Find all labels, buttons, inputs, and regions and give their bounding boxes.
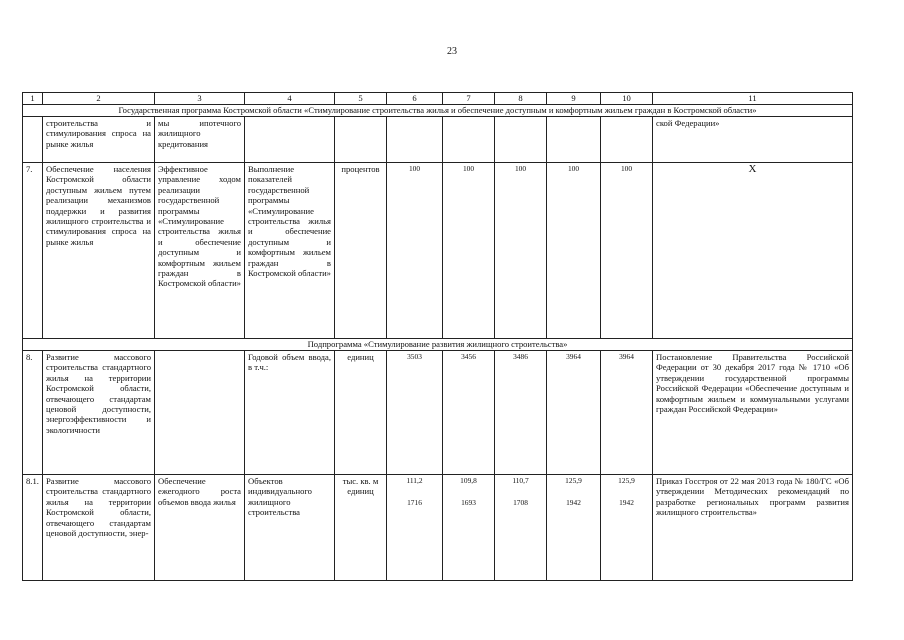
value-cell — [387, 117, 443, 163]
indicator-table — [22, 92, 853, 581]
indicator-cell: Годовой объем ввода, в т.ч.: — [245, 351, 335, 475]
unit-count: единиц — [347, 486, 374, 497]
value-area: 110,7 — [512, 476, 529, 485]
value-cell — [601, 117, 653, 163]
column-number: 2 — [43, 93, 155, 105]
task-cell — [155, 351, 245, 475]
value-area: 125,9 — [618, 476, 635, 485]
state-program-row — [23, 105, 853, 117]
value-count: 1942 — [566, 498, 581, 508]
goal-cell: Обеспечение населения Костромской области доступным жильем путем реализации механизмов поддержки и развития жилищного строительства и стимулирования спроса на рынке жилья — [43, 163, 155, 339]
value-cell — [495, 117, 547, 163]
column-number: 4 — [245, 93, 335, 105]
table-row — [23, 475, 853, 581]
goal-cell: строительства и стимулирования спроса на рынке жилья — [43, 117, 155, 163]
value-cell: 100 — [547, 163, 601, 339]
table-row — [23, 163, 853, 339]
column-number: 10 — [601, 93, 653, 105]
unit-cell: процентов — [335, 163, 387, 339]
value-cell — [443, 475, 495, 581]
row-number: 8. — [23, 351, 43, 475]
value-cell: 3964 — [601, 351, 653, 475]
table-row — [23, 117, 853, 163]
column-number: 8 — [495, 93, 547, 105]
value-cell: 3503 — [387, 351, 443, 475]
value-cell: 3486 — [495, 351, 547, 475]
value-area: 109,8 — [460, 476, 477, 485]
value-area: 111,2 — [406, 476, 423, 485]
subprogram-title: Подпрограмма «Стимулирование развития жилищного строительства» — [23, 339, 853, 351]
column-number: 7 — [443, 93, 495, 105]
value-cell: 3964 — [547, 351, 601, 475]
page-number: 23 — [447, 46, 457, 57]
basis-cell: Постановление Правительства Российской Федерации от 30 декабря 2017 года № 1710 «Об утверждении государственной программы Российской Федерации «Обеспечение доступным и комфортным жильем и коммунальными услугами граждан Российской Федерации» — [653, 351, 853, 475]
column-number: 3 — [155, 93, 245, 105]
task-cell: Обеспечение ежегодного роста объемов ввода жилья — [155, 475, 245, 581]
value-cell — [547, 475, 601, 581]
value-cell: 100 — [443, 163, 495, 339]
value-cell: 100 — [601, 163, 653, 339]
row-number: 8.1. — [23, 475, 43, 581]
value-cell — [387, 475, 443, 581]
goal-cell: Развитие массового строительства стандартного жилья на территории Костромской области, отвечающего стандартам ценовой доступности, энергоэффективности и экологичности — [43, 351, 155, 475]
column-number: 1 — [23, 93, 43, 105]
indicator-cell — [245, 117, 335, 163]
value-count: 1942 — [619, 498, 634, 508]
value-area: 125,9 — [565, 476, 582, 485]
value-count: 1716 — [407, 498, 422, 508]
goal-cell: Развитие массового строительства стандартного жилья на территории Костромской области, отвечающего стандартам ценовой доступности, энер- — [43, 475, 155, 581]
value-cell: 3456 — [443, 351, 495, 475]
unit-cell: единиц — [335, 351, 387, 475]
column-number: 11 — [653, 93, 853, 105]
row-number: 7. — [23, 163, 43, 339]
state-program-title: Государственная программа Костромской области «Стимулирование строительства жилья и обеспечение доступным и комфортным жильем граждан в Костромской области» — [23, 105, 853, 117]
task-cell: Эффективное управление ходом реализации государственной программы «Стимулирование строительства жилья и обеспечение доступным и комфортным жильем граждан в Костромской области» — [155, 163, 245, 339]
unit-area: тыс. кв. м — [342, 476, 379, 486]
row-number — [23, 117, 43, 163]
column-number: 6 — [387, 93, 443, 105]
column-number: 9 — [547, 93, 601, 105]
basis-cell: ской Федерации» — [653, 117, 853, 163]
unit-cell — [335, 475, 387, 581]
value-cell — [495, 475, 547, 581]
column-number: 5 — [335, 93, 387, 105]
value-cell — [547, 117, 601, 163]
subprogram-row — [23, 339, 853, 351]
value-cell — [601, 475, 653, 581]
table-row — [23, 351, 853, 475]
value-count: 1693 — [461, 498, 476, 508]
value-cell: 100 — [387, 163, 443, 339]
value-cell — [443, 117, 495, 163]
basis-cell: Приказ Госстроя от 22 мая 2013 года № 180/ГС «Об утверждении Методических рекомендаций по разработке региональных программ развития жилищного строительства» — [653, 475, 853, 581]
unit-cell — [335, 117, 387, 163]
basis-cell: Х — [653, 163, 853, 339]
value-cell: 100 — [495, 163, 547, 339]
column-number-row — [23, 93, 853, 105]
value-count: 1708 — [513, 498, 528, 508]
indicator-cell: Объектов индивидуального жилищного строительства — [245, 475, 335, 581]
indicator-cell: Выполнение показателей государственной программы «Стимулирование строительства жилья и обеспечение доступным и комфортным жильем граждан в Костромской области» — [245, 163, 335, 339]
task-cell: мы ипотечного жилищного кредитования — [155, 117, 245, 163]
